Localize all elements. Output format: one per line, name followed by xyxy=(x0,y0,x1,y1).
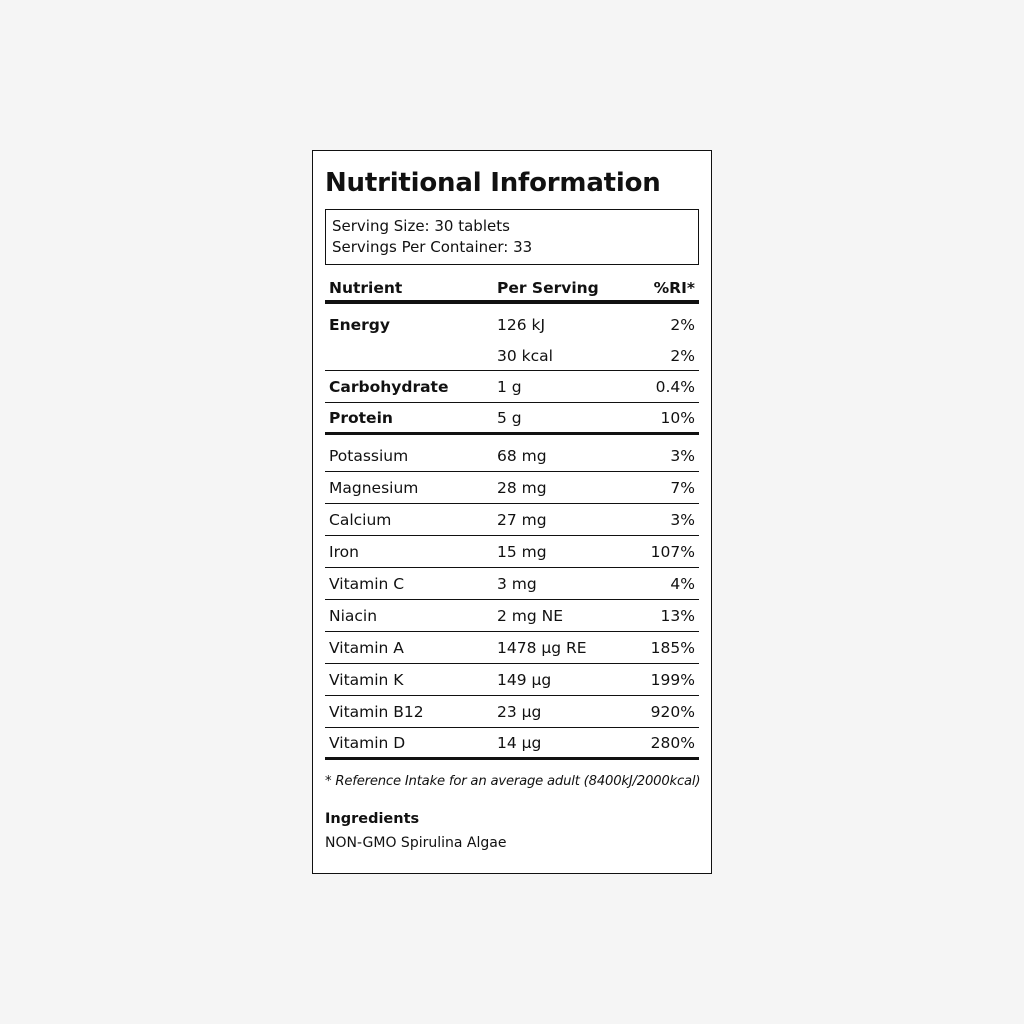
nutrient-name: Vitamin C xyxy=(329,574,405,593)
nutrient-ri: 7% xyxy=(670,478,695,497)
nutrient-ri: 3% xyxy=(670,510,695,529)
label-title: Nutritional Information xyxy=(325,168,661,198)
table-row xyxy=(325,536,699,568)
nutrient-name: Carbohydrate xyxy=(329,377,449,396)
table-row xyxy=(325,600,699,632)
ingredients-text: NON-GMO Spirulina Algae xyxy=(325,835,507,851)
nutrient-ri: 0.4% xyxy=(655,377,695,396)
nutrient-name: Protein xyxy=(329,408,393,427)
nutrient-name: Potassium xyxy=(329,446,409,465)
table-row xyxy=(325,403,699,435)
nutrient-amount: 2 mg NE xyxy=(497,606,564,625)
servings-per-container: Servings Per Container: 33 xyxy=(332,238,533,256)
reference-intake-footnote: * Reference Intake for an average adult (8400kJ/2000kcal) xyxy=(325,774,701,789)
nutrient-ri: 2% xyxy=(670,346,695,365)
nutrient-name: Vitamin D xyxy=(329,733,406,752)
nutrient-amount: 126 kJ xyxy=(497,316,546,334)
nutrient-name: Iron xyxy=(329,542,359,561)
nutrient-ri: 4% xyxy=(670,574,695,593)
nutrient-name: Niacin xyxy=(329,606,378,625)
nutrient-ri: 3% xyxy=(670,446,695,465)
nutrient-ri: 10% xyxy=(660,408,695,427)
header-ri: %RI* xyxy=(653,279,695,297)
nutrient-amount: 15 mg xyxy=(497,542,547,561)
nutrient-ri: 2% xyxy=(670,316,695,334)
nutrient-amount: 3 mg xyxy=(497,574,537,593)
header-nutrient: Nutrient xyxy=(329,279,403,297)
nutrient-name: Vitamin A xyxy=(329,638,404,657)
table-header xyxy=(325,276,699,304)
table-row xyxy=(325,341,699,371)
nutrient-amount: 28 mg xyxy=(497,478,547,497)
nutrient-amount: 68 mg xyxy=(497,446,547,465)
nutrient-ri: 107% xyxy=(650,542,695,561)
nutrition-label xyxy=(312,150,712,874)
nutrient-ri: 199% xyxy=(650,670,695,689)
nutrient-name: Vitamin K xyxy=(329,670,404,689)
table-row xyxy=(325,504,699,536)
table-row xyxy=(325,696,699,728)
nutrient-amount: 23 µg xyxy=(497,702,542,721)
nutrient-ri: 185% xyxy=(650,638,695,657)
ingredients-heading: Ingredients xyxy=(325,811,420,827)
nutrient-ri: 920% xyxy=(650,702,695,721)
nutrient-amount: 14 µg xyxy=(497,733,542,752)
header-per-serving: Per Serving xyxy=(497,279,599,297)
nutrient-ri: 13% xyxy=(660,606,695,625)
serving-info-box xyxy=(325,209,699,265)
table-row xyxy=(325,440,699,472)
table-row xyxy=(325,568,699,600)
table-row xyxy=(325,728,699,760)
nutrient-name: Energy xyxy=(329,316,390,334)
table-row xyxy=(325,371,699,403)
nutrient-name: Calcium xyxy=(329,510,392,529)
nutrient-amount: 27 mg xyxy=(497,510,547,529)
nutrient-amount: 149 µg xyxy=(497,670,552,689)
nutrient-amount: 30 kcal xyxy=(497,346,553,365)
nutrient-amount: 1 g xyxy=(497,377,522,396)
nutrient-amount: 5 g xyxy=(497,408,522,427)
nutrient-name: Vitamin B12 xyxy=(329,702,424,721)
table-row xyxy=(325,472,699,504)
nutrition-table xyxy=(325,276,699,760)
nutrient-ri: 280% xyxy=(650,733,695,752)
table-row xyxy=(325,309,699,341)
nutrient-amount: 1478 µg RE xyxy=(497,638,587,657)
serving-size: Serving Size: 30 tablets xyxy=(332,217,510,235)
table-row xyxy=(325,664,699,696)
table-row xyxy=(325,632,699,664)
nutrient-name: Magnesium xyxy=(329,478,419,497)
